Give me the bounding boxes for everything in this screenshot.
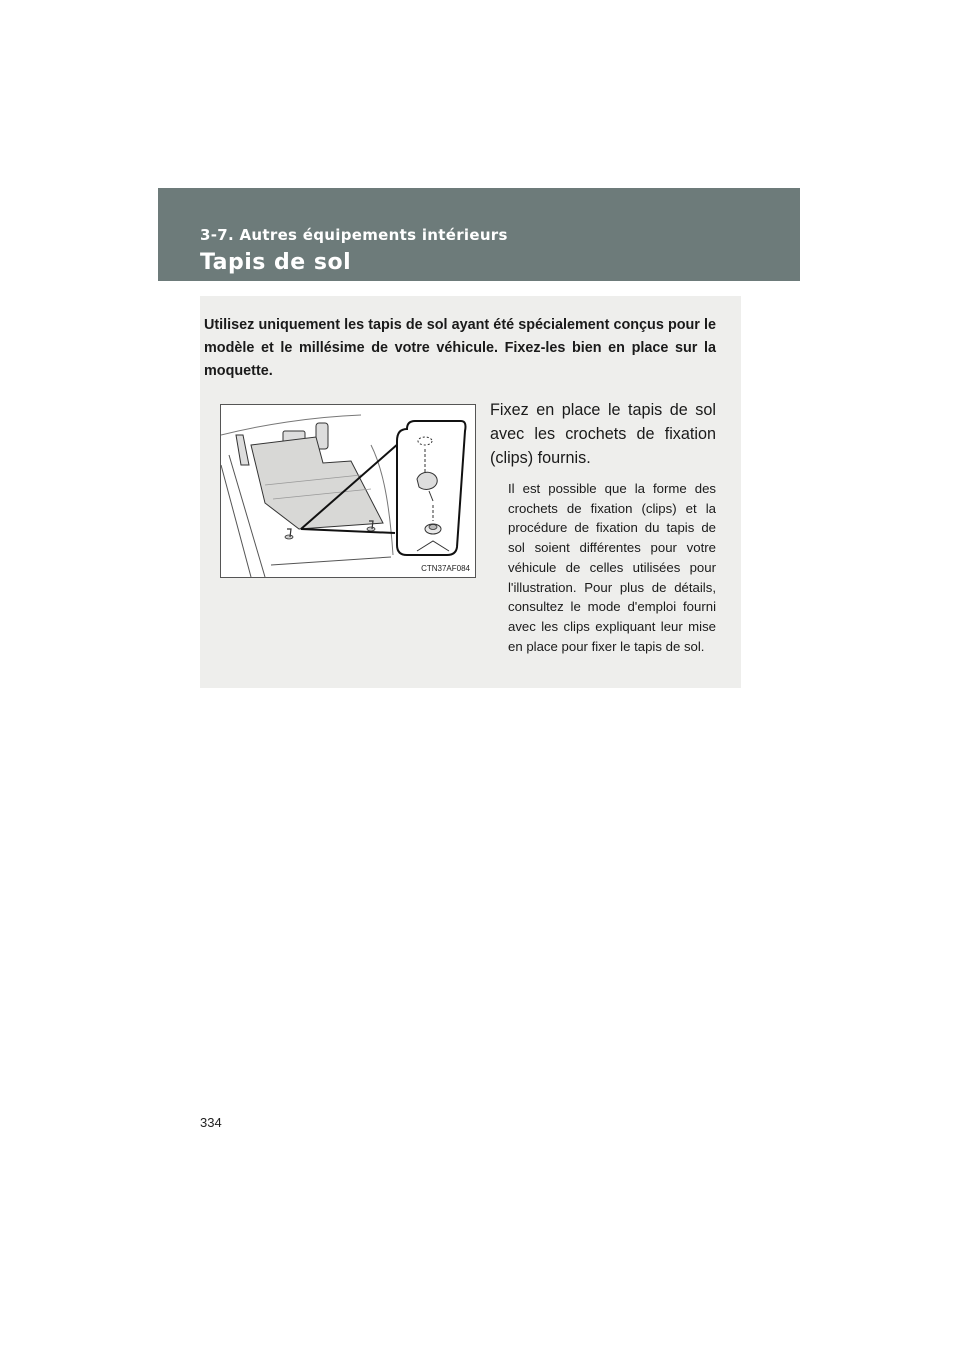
clip-hook [417, 472, 437, 489]
floor-mat-drawing [221, 405, 475, 577]
page-number: 334 [200, 1115, 222, 1130]
intro-paragraph: Utilisez uniquement les tapis de sol ayant été spécialement conçus pour le modèle et le millésime de votre véhicule. Fixez-les bien en place sur la moquette. [204, 317, 716, 379]
floor-mat-illustration [220, 404, 476, 578]
section-label: 3-7. Autres équipements intérieurs [200, 226, 508, 244]
lead-paragraph: Fixez en place le tapis de sol avec les crochets de fixation (clips) fournis. [490, 401, 716, 467]
note-paragraph: Il est possible que la forme des crochets de fixation (clips) et la procédure de fixation du tapis de sol soient différentes pour votre véhicule de celles utilisées pour l'illustration. Pour plus de détails, consultez le mode d'emploi fourni avec les clips expliquant leur mise en place pour fixer le tapis de sol. [508, 481, 716, 654]
figure-code: CTN37AF084 [421, 564, 470, 573]
page-title: Tapis de sol [200, 250, 352, 275]
